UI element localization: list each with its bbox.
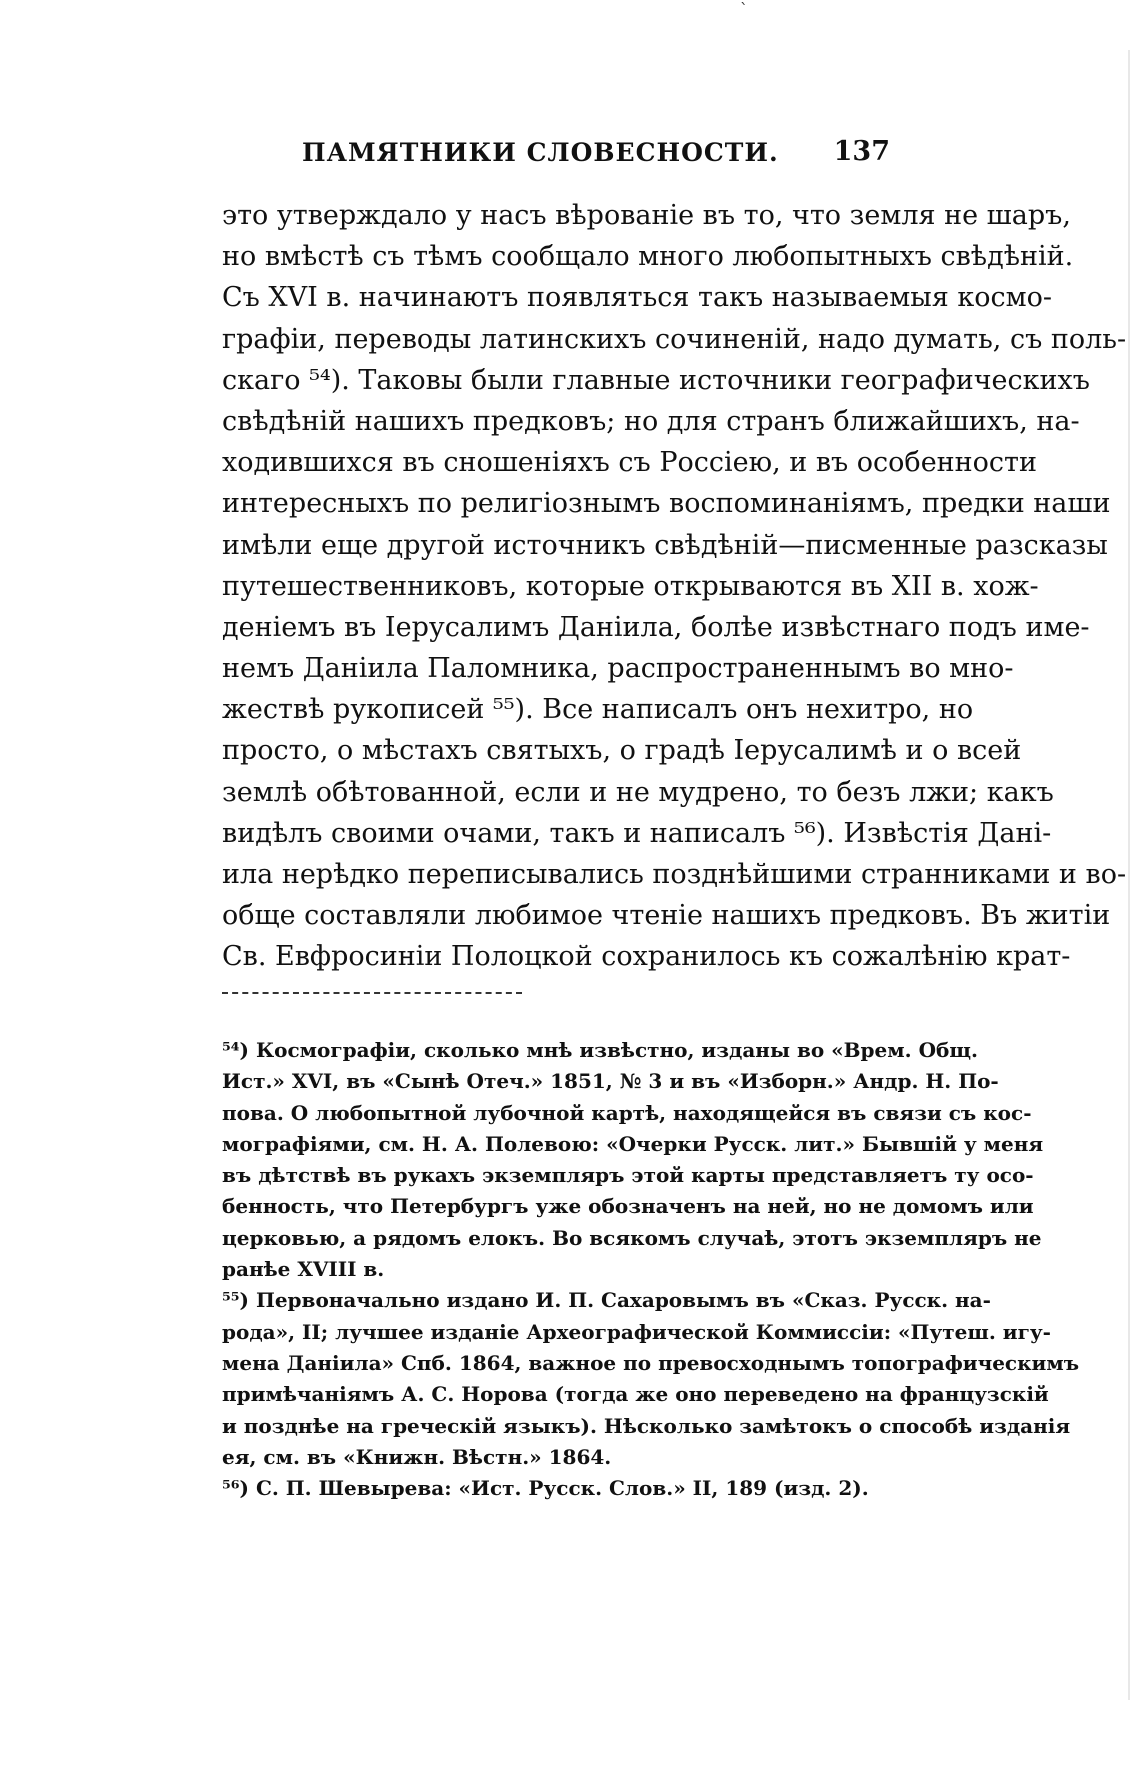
footnotes xyxy=(222,1035,1080,1504)
text-line: Св. Евфросиніи Полоцкой сохранилось къ сожалѣнію крат- xyxy=(222,941,1071,973)
footnote-line: Ист.» XVI, въ «Сынѣ Отеч.» 1851, № 3 и въ «Изборн.» Андр. Н. По- xyxy=(222,1069,999,1094)
footnote-line: и позднѣе на греческій языкъ). Нѣсколько замѣтокъ о способѣ изданія xyxy=(222,1413,1071,1438)
footnote-line: рода», II; лучшее изданіе Археографической Коммиссіи: «Путеш. игу- xyxy=(222,1319,1051,1344)
text-line: Съ XVI в. начинаютъ появляться такъ называемыя космо- xyxy=(222,282,1053,314)
text-line: ила нерѣдко переписывались позднѣйшими странниками и во- xyxy=(222,859,1127,890)
footnote-line: церковью, а рядомъ елокъ. Во всякомъ случаѣ, этотъ экземпляръ не xyxy=(222,1225,1042,1250)
page-header xyxy=(290,138,890,178)
text-line: землѣ обѣтованной, если и не мудрено, то безъ лжи; какъ xyxy=(222,776,1054,808)
footnote-line: ⁵⁴) Космографіи, сколько мнѣ извѣстно, изданы во «Врем. Общ. xyxy=(222,1038,978,1062)
footnote-line: пова. О любопытной лубочной картѣ, находящейся въ связи съ кос- xyxy=(222,1100,1032,1125)
main-text xyxy=(222,195,1127,978)
text-line: скаго ⁵⁴). Таковы были главные источники географическихъ xyxy=(222,364,1090,396)
text-line: деніемъ въ Іерусалимъ Даніила, болѣе извѣстнаго подъ име- xyxy=(222,611,1090,643)
text-line: видѣлъ своими очами, такъ и написалъ ⁵⁶). Извѣстія Дані- xyxy=(222,817,1052,849)
text-line: графіи, переводы латинскихъ сочиненій, надо думать, съ поль- xyxy=(222,323,1127,355)
text-line: путешественниковъ, которые открываются въ XII в. хож- xyxy=(222,570,1039,602)
footnote-line: ея, см. въ «Книжн. Вѣстн.» 1864. xyxy=(222,1444,612,1469)
footnote-line: мографіями, см. Н. А. Полевою: «Очерки Русск. лит.» Бывшій у меня xyxy=(222,1131,1044,1156)
text-line: это утверждало у насъ вѣрованіе въ то, что земля не шаръ, xyxy=(222,200,1071,231)
text-line: жествѣ рукописей ⁵⁵). Все написалъ онъ нехитро, но xyxy=(222,694,974,726)
scan-speck: ˋ xyxy=(740,0,748,19)
text-line: свѣдѣній нашихъ предковъ; но для странъ ближайшихъ, на- xyxy=(222,405,1080,437)
text-line: имѣли еще другой источникъ свѣдѣній—писменные разсказы xyxy=(222,529,1108,561)
footnote-line: бенность, что Петербургъ уже обозначенъ на ней, но не домомъ или xyxy=(222,1194,1034,1219)
footnote-separator xyxy=(222,992,522,994)
text-line: но вмѣстѣ съ тѣмъ сообщало много любопытныхъ свѣдѣній. xyxy=(222,241,1074,273)
footnote-line: мена Даніила» Спб. 1864, важное по превосходнымъ топографическимъ xyxy=(222,1350,1080,1375)
footnote-line: ранѣе XVIII в. xyxy=(222,1257,385,1282)
text-line: обще составляли любимое чтеніе нашихъ предковъ. Въ житіи xyxy=(222,900,1111,932)
page-number: 137 xyxy=(833,136,890,167)
text-line: интересныхъ по религіознымъ воспоминаніямъ, предки наши xyxy=(222,488,1111,520)
text-line: просто, о мѣстахъ святыхъ, о градѣ Іерусалимѣ и о всей xyxy=(222,735,1022,767)
scan-edge-line xyxy=(1128,50,1130,1700)
footnote-line: ⁵⁵) Первоначально издано И. П. Сахаровымъ въ «Сказ. Русск. на- xyxy=(222,1288,991,1313)
footnote-line: въ дѣтствѣ въ рукахъ экземпляръ этой карты представляетъ ту осо- xyxy=(222,1163,1034,1188)
text-line: немъ Даніила Паломника, распространеннымъ во мно- xyxy=(222,653,1014,685)
text-line: ходившихся въ сношеніяхъ съ Россіею, и въ особенности xyxy=(222,447,1037,479)
footnote-line: ⁵⁶) С. П. Шевырева: «Ист. Русск. Слов.» II, 189 (изд. 2). xyxy=(222,1476,869,1501)
running-title: ПАМЯТНИКИ СЛОВЕСНОСТИ. xyxy=(302,138,779,167)
footnote-line: примѣчаніямъ А. С. Норова (тогда же оно переведено на французскій xyxy=(222,1382,1049,1407)
